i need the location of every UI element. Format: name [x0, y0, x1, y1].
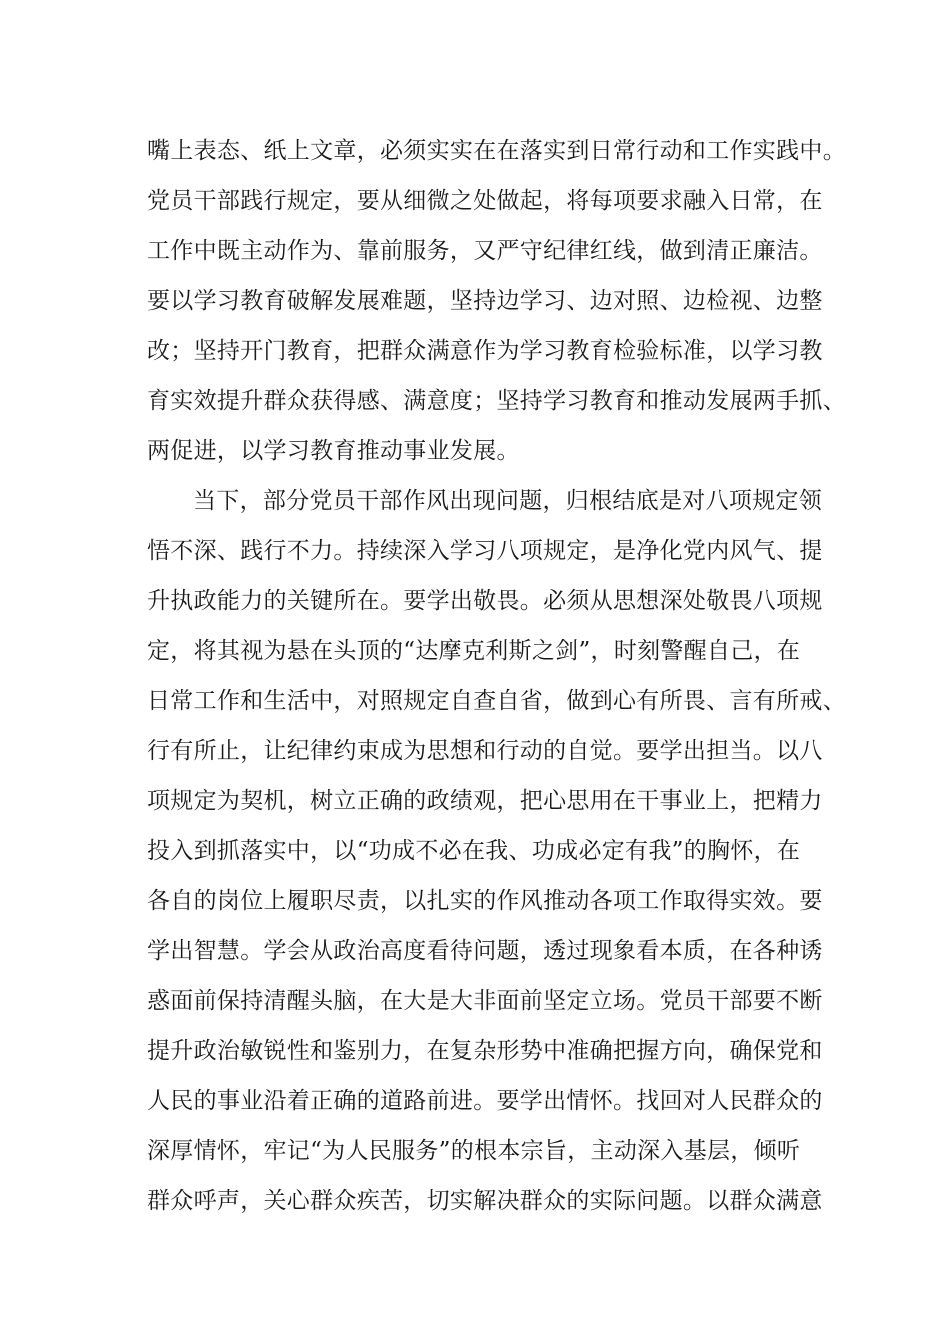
text-line: 各自的岗位上履职尽责，以扎实的作风推动各项工作取得实效。要 [147, 888, 823, 914]
text-line: 嘴上表态、纸上文章，必须实实在在落实到日常行动和工作实践中。 [147, 138, 846, 164]
text-line: 提升政治敏锐性和鉴别力，在复杂形势中准确把握方向，确保党和 [147, 1038, 823, 1064]
text-line: 定，将其视为悬在头顶的“达摩克利斯之剑”，时刻警醒自己，在 [147, 638, 801, 664]
body-text [147, 126, 847, 1226]
text-line: 惑面前保持清醒头脑，在大是大非面前坚定立场。党员干部要不断 [147, 988, 823, 1014]
text-line: 投入到抓落实中，以“功成不必在我、功成必定有我”的胸怀，在 [147, 838, 801, 864]
text-line: 工作中既主动作为、靠前服务，又严守纪律红线，做到清正廉洁。 [147, 238, 823, 264]
text-line: 改；坚持开门教育，把群众满意作为学习教育检验标准，以学习教 [147, 338, 823, 364]
text-line: 群众呼声，关心群众疾苦，切实解决群众的实际问题。以群众满意 [147, 1188, 823, 1214]
text-line: 行有所止，让纪律约束成为思想和行动的自觉。要学出担当。以八 [147, 738, 823, 764]
text-line: 育实效提升群众获得感、满意度；坚持学习教育和推动发展两手抓、 [147, 388, 846, 414]
text-line: 人民的事业沿着正确的道路前进。要学出情怀。找回对人民群众的 [147, 1088, 823, 1114]
text-line: 悟不深、践行不力。持续深入学习八项规定，是净化党内风气、提 [147, 538, 823, 564]
text-line: 要以学习教育破解发展难题，坚持边学习、边对照、边检视、边整 [147, 288, 823, 314]
text-line: 学出智慧。学会从政治高度看待问题，透过现象看本质，在各种诱 [147, 938, 823, 964]
text-line: 党员干部践行规定，要从细微之处做起，将每项要求融入日常，在 [147, 188, 823, 214]
text-line: 深厚情怀，牢记“为人民服务”的根本宗旨，主动深入基层，倾听 [147, 1138, 801, 1164]
paragraph-start-line: 当下，部分党员干部作风出现问题，归根结底是对八项规定领 [193, 488, 823, 514]
text-line: 两促进，以学习教育推动事业发展。 [147, 438, 520, 464]
text-line: 项规定为契机，树立正确的政绩观，把心思用在干事业上，把精力 [147, 788, 823, 814]
text-line: 升执政能力的关键所在。要学出敬畏。必须从思想深处敬畏八项规 [147, 588, 823, 614]
text-line: 日常工作和生活中，对照规定自查自省，做到心有所畏、言有所戒、 [147, 688, 846, 714]
